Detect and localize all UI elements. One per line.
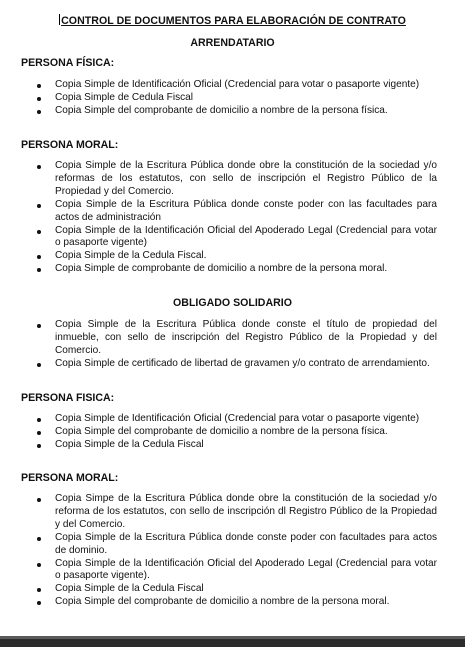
list-item: Copia Simple de la Cedula Fiscal. <box>0 250 437 263</box>
document-title-text: CONTROL DE DOCUMENTOS PARA ELABORACIÓN DE CONTRATO <box>61 15 406 27</box>
bullet-icon <box>37 363 41 367</box>
list-item: Copia Simple de la Identificación Oficial del Apoderado Legal (Credencial para votar o pasaporte vigente). <box>0 558 437 584</box>
list-item: Copia Simple del comprobante de domicilio a nombre de la persona física. <box>0 105 437 118</box>
bullet-icon <box>37 431 41 435</box>
list-item: Copia Simple de la Escritura Pública donde obre la constitución de la sociedad y/o reformas de los estatutos, con sello de inscripción el Registro Público de la Propiedad y del Comercio. <box>0 160 437 199</box>
edge-shadow <box>0 636 465 639</box>
list-item: Copia Simple de comprobante de domicilio a nombre de la persona moral. <box>0 263 437 276</box>
list-item: Copia Simple de la Cedula Fiscal <box>0 439 437 452</box>
bullet-icon <box>37 84 41 88</box>
list-item: Copia Simple de la Escritura Pública donde conste poder con facultades para actos de dominio. <box>0 532 437 558</box>
bullet-icon <box>37 444 41 448</box>
bullet-icon <box>37 110 41 114</box>
list-item: Copia Simple de la Identificación Oficial del Apoderado Legal (Credencial para votar o pasaporte vigente) <box>0 225 437 251</box>
list-item: Copia Simpe de la Escritura Pública donde obre la constitución de la sociedad y/o reforma de los estatutos, con sello de inscripción dl Registro Público de la Propiedad y del Comercio. <box>0 493 437 532</box>
persona-fisica-list-2 <box>0 413 437 452</box>
bullet-icon <box>37 255 41 259</box>
bullet-icon <box>37 165 41 169</box>
persona-moral-heading: PERSONA MORAL: <box>21 139 119 151</box>
bullet-icon <box>37 324 41 328</box>
persona-fisica-heading: PERSONA FÍSICA: <box>21 57 115 69</box>
bullet-icon <box>37 563 41 567</box>
bullet-icon <box>37 537 41 541</box>
list-item: Copia Simple de certificado de libertad de gravamen y/o contrato de arrendamiento. <box>0 358 437 371</box>
persona-fisica-list <box>0 79 437 118</box>
list-item: Copia Simple de Identificación Oficial (Credencial para votar o pasaporte vigente) <box>0 79 437 92</box>
list-item: Copia Simple del comprobante de domicilio a nombre de la persona moral. <box>0 596 437 609</box>
bullet-icon <box>37 230 41 234</box>
bullet-icon <box>37 588 41 592</box>
persona-fisica-heading-2: PERSONA FISICA: <box>21 392 115 404</box>
list-item: Copia Simple de Cedula Fiscal <box>0 92 437 105</box>
window-bottom-edge <box>0 636 465 647</box>
list-item: Copia Simple de la Escritura Pública donde conste poder con las facultades para actos de administración <box>0 199 437 225</box>
obligado-solidario-list <box>0 319 437 371</box>
persona-moral-list-2 <box>0 493 437 609</box>
bullet-icon <box>37 204 41 208</box>
bullet-icon <box>37 498 41 502</box>
bullet-icon <box>37 601 41 605</box>
list-item: Copia Simple de la Cedula Fiscal <box>0 583 437 596</box>
document-title <box>0 14 465 27</box>
obligado-solidario-heading: OBLIGADO SOLIDARIO <box>173 297 292 309</box>
text-cursor <box>59 14 60 25</box>
list-item: Copia Simple de Identificación Oficial (Credencial para votar o pasaporte vigente) <box>0 413 437 426</box>
persona-moral-list <box>0 160 437 276</box>
bullet-icon <box>37 268 41 272</box>
bullet-icon <box>37 97 41 101</box>
list-item: Copia Simple de la Escritura Pública donde conste el título de propiedad del inmueble, con sello de inscripción del Registro Público de la Propiedad y del Comercio. <box>0 319 437 358</box>
persona-moral-heading-2: PERSONA MORAL: <box>21 472 119 484</box>
bullet-icon <box>37 418 41 422</box>
arrendatario-heading: ARRENDATARIO <box>190 37 275 49</box>
list-item: Copia Simple del comprobante de domicilio a nombre de la persona física. <box>0 426 437 439</box>
